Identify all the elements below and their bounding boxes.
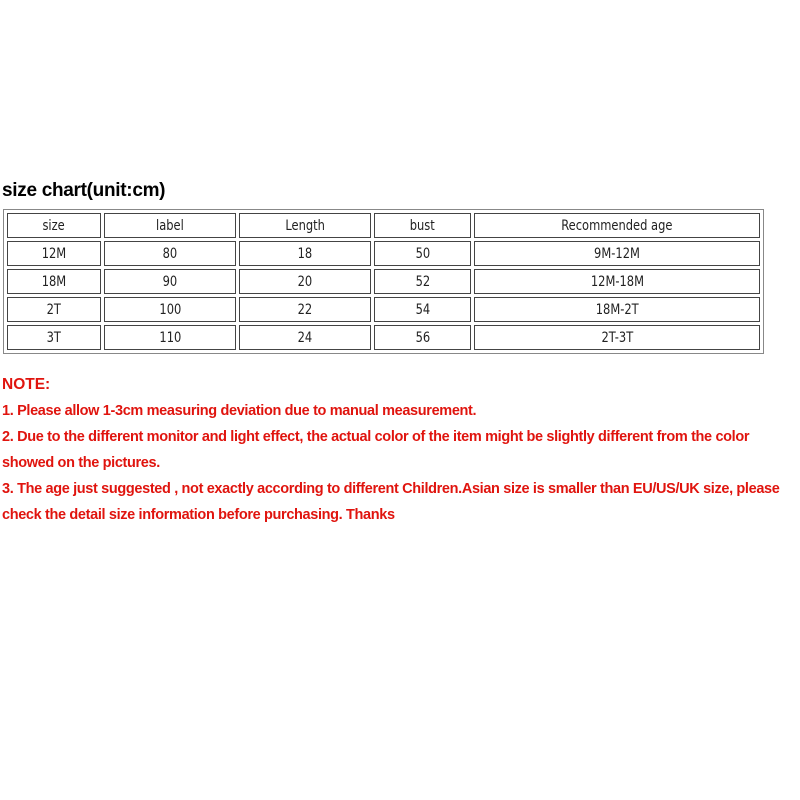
cell-bust: 54 [374, 297, 471, 322]
cell-bust: 52 [374, 269, 471, 294]
cell-age: 12M-18M [474, 269, 760, 294]
header-bust: bust [374, 213, 471, 238]
size-chart-table [3, 209, 764, 354]
header-length: Length [239, 213, 371, 238]
cell-age: 9M-12M [474, 241, 760, 266]
cell-length: 22 [239, 297, 371, 322]
table-row [7, 241, 760, 266]
header-label: label [104, 213, 236, 238]
table-row [7, 325, 760, 350]
note-item: 2. Due to the different monitor and light effect, the actual color of the item might be slightly different from the color showed on the pictures. [2, 429, 750, 471]
cell-label: 80 [104, 241, 236, 266]
notes-heading: NOTE: [2, 376, 51, 393]
note-item: 1. Please allow 1-3cm measuring deviation due to manual measurement. [2, 403, 477, 419]
cell-bust: 56 [374, 325, 471, 350]
cell-size: 3T [7, 325, 101, 350]
table-row [7, 269, 760, 294]
table-header-row [7, 213, 760, 238]
cell-length: 18 [239, 241, 371, 266]
cell-age: 2T-3T [474, 325, 760, 350]
cell-label: 100 [104, 297, 236, 322]
size-chart-title: size chart(unit:cm) [2, 180, 166, 201]
cell-size: 2T [7, 297, 101, 322]
header-size: size [7, 213, 101, 238]
cell-bust: 50 [374, 241, 471, 266]
note-item: 3. The age just suggested , not exactly according to different Children.Asian size is smaller than EU/US/UK size, please check the detail size information before purchasing. Thanks [2, 481, 780, 523]
cell-size: 12M [7, 241, 101, 266]
cell-label: 90 [104, 269, 236, 294]
cell-size: 18M [7, 269, 101, 294]
cell-length: 20 [239, 269, 371, 294]
notes-section [2, 372, 798, 528]
cell-length: 24 [239, 325, 371, 350]
header-recommended-age: Recommended age [474, 213, 760, 238]
cell-label: 110 [104, 325, 236, 350]
table-row [7, 297, 760, 322]
cell-age: 18M-2T [474, 297, 760, 322]
